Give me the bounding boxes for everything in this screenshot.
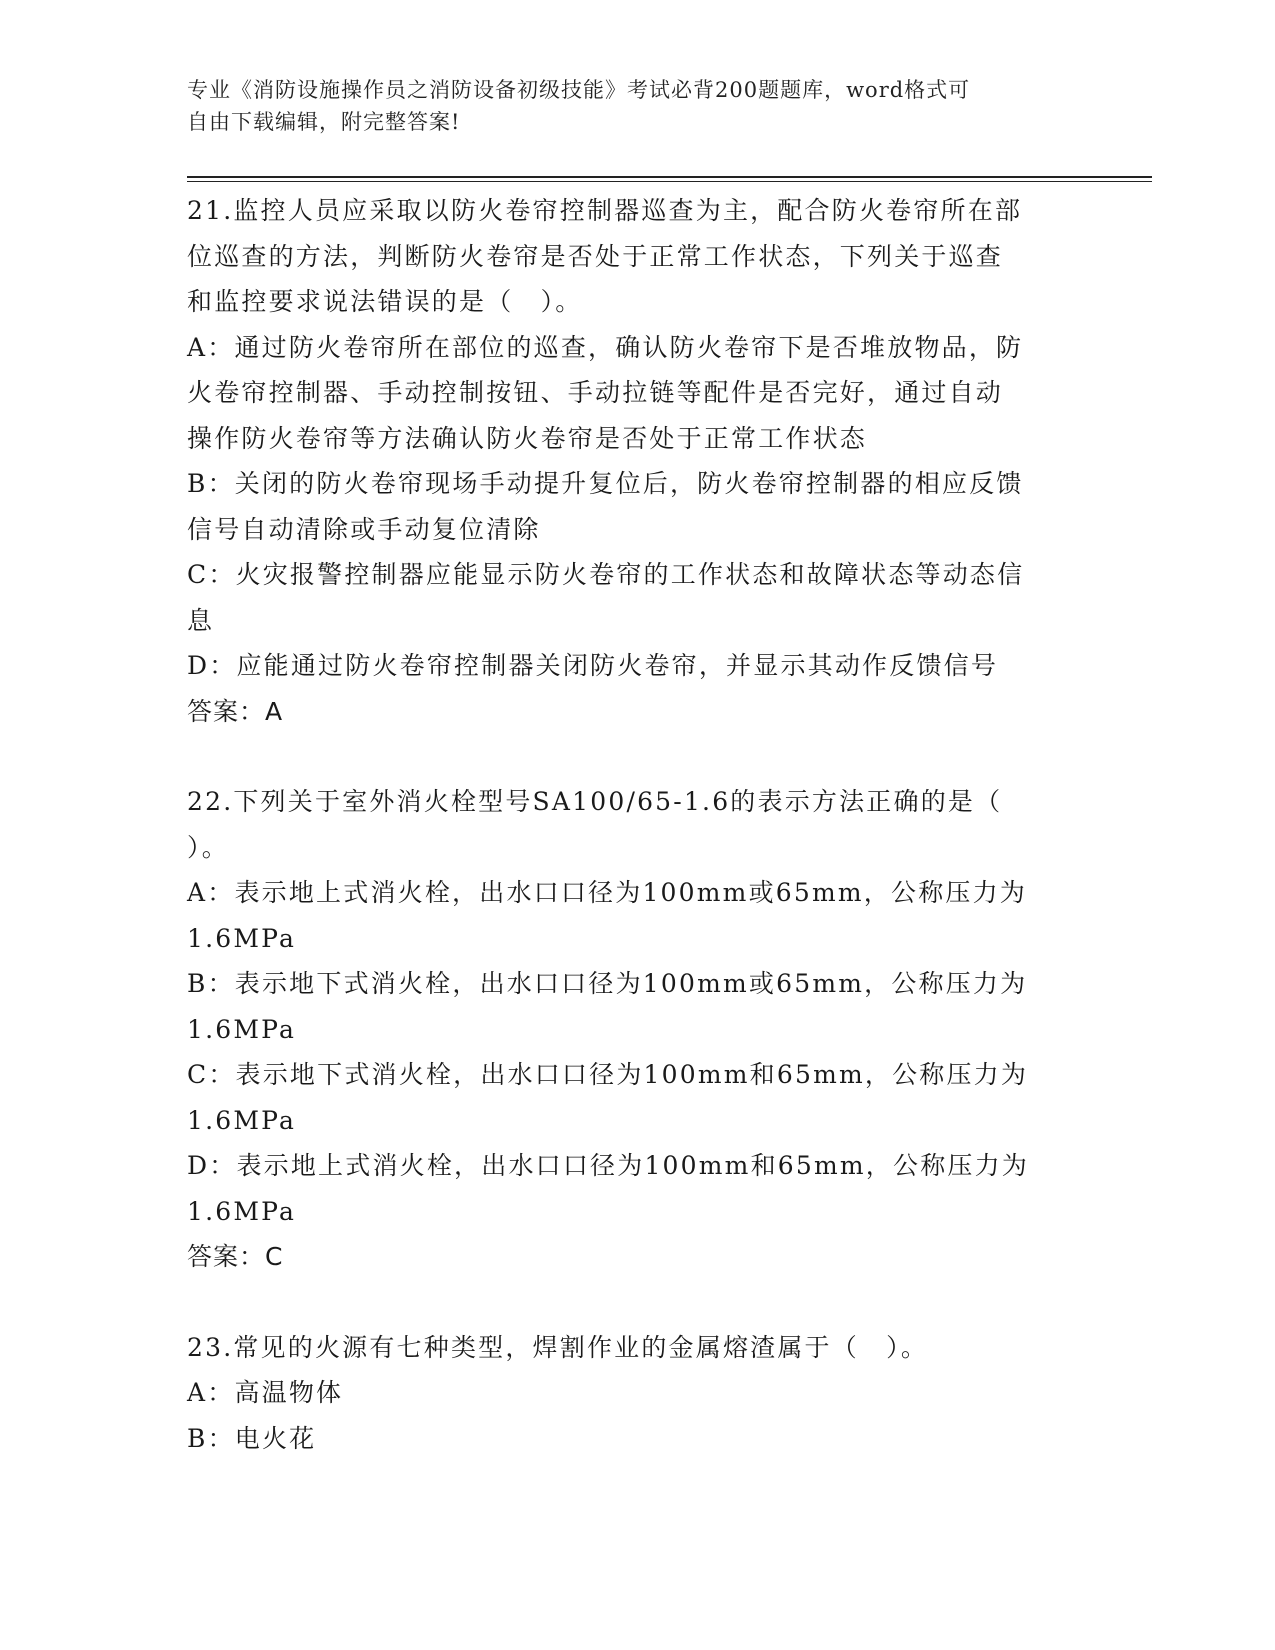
option-line: D：应能通过防火卷帘控制器关闭防火卷帘，并显示其动作反馈信号	[187, 651, 999, 680]
question-stem-line: ）。	[187, 832, 229, 862]
question-block	[187, 779, 1067, 1280]
question-block	[187, 1325, 1067, 1462]
option-line: A：表示地上式消火栓，出水口口径为100mm或65mm，公称压力为	[187, 878, 1028, 907]
option-line: 操作防火卷帘等方法确认防火卷帘是否处于正常工作状态	[187, 423, 868, 453]
header-line-1: 专业《消防设施操作员之消防设备初级技能》考试必背200题题库，word格式可	[187, 78, 971, 102]
option-line: C：表示地下式消火栓，出水口口径为100mm和65mm，公称压力为	[187, 1060, 1029, 1089]
option-line: 1.6MPa	[187, 1105, 297, 1135]
answer-line: 答案：A	[187, 696, 284, 726]
option-line: B：表示地下式消火栓，出水口口径为100mm或65mm，公称压力为	[187, 969, 1028, 998]
option-line: 1.6MPa	[187, 923, 297, 953]
question-stem-line: 23.常见的火源有七种类型，焊割作业的金属熔渣属于（ ）。	[187, 1332, 929, 1362]
option-line: A：高温物体	[187, 1378, 344, 1407]
answer-line: 答案：C	[187, 1242, 284, 1271]
option-line: 1.6MPa	[187, 1196, 297, 1226]
option-line: 信号自动清除或手动复位清除	[187, 514, 541, 544]
document-header	[187, 74, 1067, 138]
option-line: 1.6MPa	[187, 1014, 297, 1044]
option-line: 火卷帘控制器、手动控制按钮、手动拉链等配件是否完好，通过自动	[187, 378, 1004, 407]
option-line: A：通过防火卷帘所在部位的巡查，确认防火卷帘下是否堆放物品，防	[187, 332, 1024, 362]
question-stem-line: 21.监控人员应采取以防火卷帘控制器巡查为主，配合防火卷帘所在部	[187, 196, 1023, 225]
header-rule-thick	[187, 176, 1152, 178]
question-block	[187, 188, 1067, 734]
question-stem-line: 和监控要求说法错误的是（ ）。	[187, 287, 583, 316]
question-list	[187, 188, 1067, 1506]
question-stem-line: 22.下列关于室外消火栓型号SA100/65-1.6的表示方法正确的是（	[187, 787, 1003, 816]
option-line: B：关闭的防火卷帘现场手动提升复位后，防火卷帘控制器的相应反馈	[187, 469, 1024, 498]
option-line: D：表示地上式消火栓，出水口口径为100mm和65mm，公称压力为	[187, 1151, 1029, 1180]
header-rule-thin	[187, 181, 1152, 182]
option-line: B：电火花	[187, 1423, 317, 1453]
question-stem-line: 位巡查的方法，判断防火卷帘是否处于正常工作状态，下列关于巡查	[187, 241, 1004, 271]
header-line-2: 自由下载编辑，附完整答案!	[187, 110, 461, 134]
option-line: 息	[187, 605, 215, 635]
option-line: C：火灾报警控制器应能显示防火卷帘的工作状态和故障状态等动态信	[187, 560, 1025, 589]
